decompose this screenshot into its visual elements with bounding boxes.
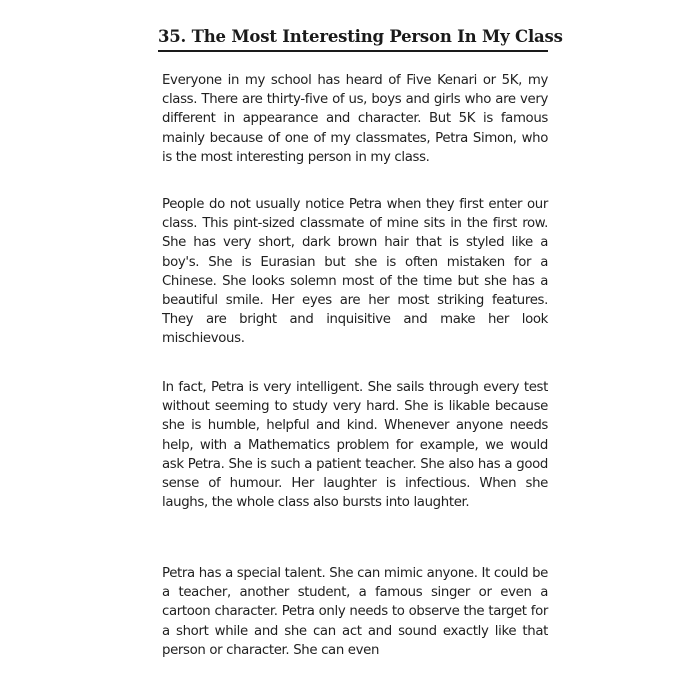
paragraph-1: Everyone in my school has heard of Five Kenari or 5K, my class. There are thirty-five of us, boys and girls who are very different in appearance and character. But 5K is famous mainly because of one of my classmates, Petra Simon, who is the most interesting person in my class. bbox=[162, 73, 548, 165]
paragraph-2: People do not usually notice Petra when they first enter our class. This pint-sized classmate of mine sits in the first row. She has very short, dark brown hair that is styled like a boy's. She is Eurasian but she is often mistaken for a Chinese. She looks solemn most of the time but she has a beautiful smile. Her eyes are her most striking features. They are bright and inquisitive and make her look mischievous. bbox=[162, 197, 548, 347]
paragraph-3: In fact, Petra is very intelligent. She sails through every test without seeming to study very hard. She is likable because she is humble, helpful and kind. Whenever anyone needs help, with a Mathematics problem for example, we would ask Petra. She is such a patient teacher. She also has a good sense of humour. Her laughter is infectious. When she laughs, the whole class also bursts into laughter. bbox=[162, 380, 548, 511]
title-underline bbox=[158, 22, 563, 52]
paragraph-4: Petra has a special talent. She can mimic anyone. It could be a teacher, another student, a famous singer or even a cartoon character. Petra only needs to observe the target for a short while and she can act and sound exactly like that person or character. She can even bbox=[162, 566, 548, 658]
essay-title: 35. The Most Interesting Person In My Class bbox=[158, 27, 563, 46]
